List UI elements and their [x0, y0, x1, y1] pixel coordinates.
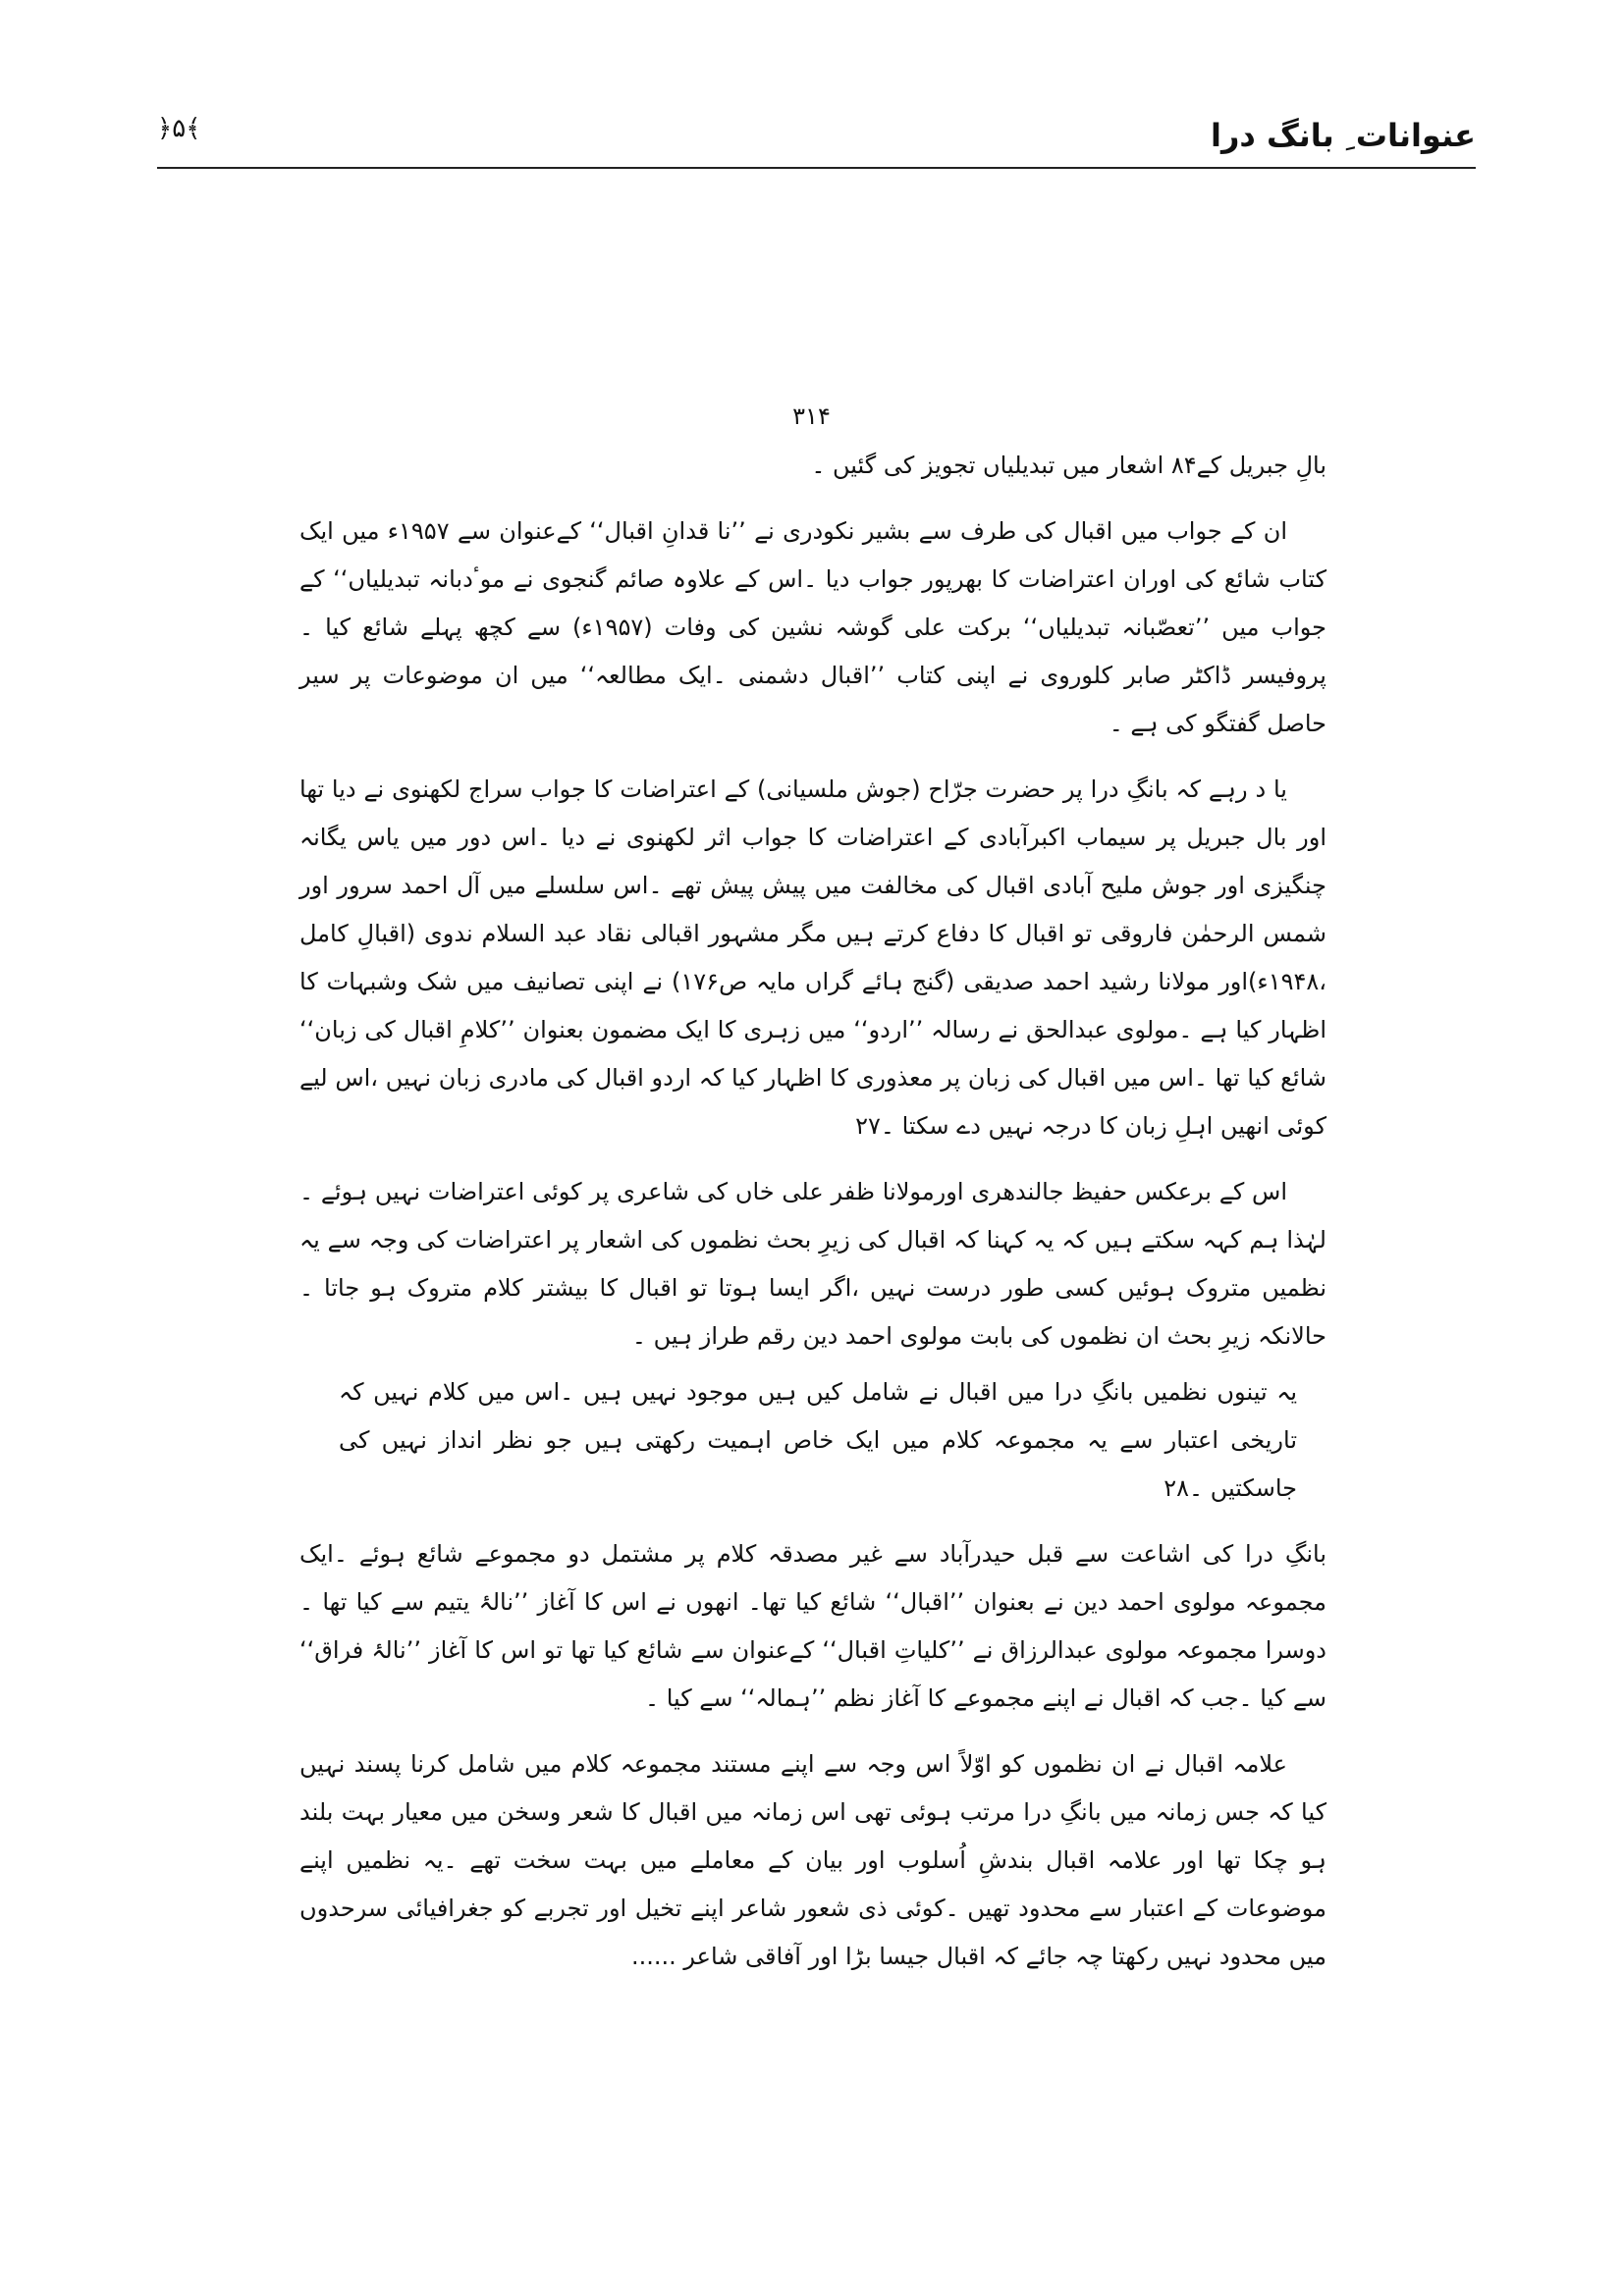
book-page-number: ۳۱۴ — [792, 402, 831, 430]
paragraph-2: ان کے جواب میں اقبال کی طرف سے بشیر نکودری نے ’’نا قدانِ اقبال‘‘ کےعنوان سے ۱۹۵۷ء میں ایک کتاب شائع کی اوران اعتراضات کا بھرپور جواب دیا ۔اس کے علاوہ صائم گنجوی نے موٴدبانہ تبدیلیاں‘‘ کے جواب میں ’’تعصّبانہ تبدیلیاں‘‘ برکت علی گوشہ نشین کی وفات (۱۹۵۷ء) سے کچھ پہلے شائع کیا ۔پروفیسر ڈاکٹر صابر کلوروی نے اپنی کتاب ’’اقبال دشمنی ۔ایک مطالعہ‘‘ میں ان موضوعات پر سیر حاصل گفتگو کی ہے ۔ — [299, 517, 1327, 737]
paragraph-3: یا د رہے کہ بانگِ درا پر حضرت جرّاح (جوش ملسیانی) کے اعتراضات کا جواب سراج لکھنوی نے دیا تھا اور بال جبریل پر سیماب اکبرآبادی کے اعتراضات کا جواب اثر لکھنوی نے دیا ۔اس دور میں یاس یگانہ چنگیزی اور جوش ملیح آبادی اقبال کی مخالفت میں پیش پیش تھے ۔اس سلسلے میں آل احمد سرور اور شمس الرحمٰن فاروقی تو اقبال کا دفاع کرتے ہیں مگر مشہور اقبالی نقاد عبد السلام ندوی (اقبالِ کامل ،۱۹۴۸ء)اور مولانا رشید احمد صدیقی (گنج ہائے گراں مایہ ص۱۷۶) نے اپنی تصانیف میں شک وشبہات کا اظہار کیا ہے ۔مولوی عبدالحق نے رسالہ ’’اردو‘‘ میں زہری کا ایک مضمون بعنوان ’’کلامِ اقبال کی زبان‘‘ شائع کیا تھا ۔اس میں اقبال کی زبان پر معذوری کا اظہار کیا کہ اردو اقبال کی مادری زبان نہیں ،اس لیے کوئی انھیں اہلِ زبان کا درجہ نہیں دے سکتا ۔۲۷ — [299, 775, 1327, 1140]
page-header — [157, 108, 1476, 169]
document-body — [299, 442, 1326, 1981]
paragraph-5: بانگِ درا کی اشاعت سے قبل حیدرآباد سے غیر مصدقہ کلام پر مشتمل دو مجموعے شائع ہوئے ۔ایک مجموعہ مولوی احمد دین نے بعنوان ’’اقبال‘‘ شائع کیا تھا۔ انھوں نے اس کا آغاز ’’نالۂ یتیم سے کیا تھا ۔دوسرا مجموعہ مولوی عبدالرزاق نے ’’کلیاتِ اقبال‘‘ کےعنوان سے شائع کیا تھا تو اس کا آغاز ’’نالۂ فراق‘‘ سے کیا ۔جب کہ اقبال نے اپنے مجموعے کا آغاز نظم ’’ہمالہ‘‘ سے کیا ۔ — [299, 1540, 1326, 1712]
paragraph-1: بالِ جبریل کے۸۴ اشعار میں تبدیلیاں تجویز کی گئیں ۔ — [811, 452, 1326, 479]
page-number-ornament: ﴾۵﴿ — [157, 114, 201, 143]
block-quote: یہ تینوں نظمیں بانگِ درا میں اقبال نے شامل کیں ہیں موجود نہیں ہیں ۔اس میں کلام نہیں کہ تاریخی اعتبار سے یہ مجموعہ کلام میں ایک خاص اہمیت رکھتی ہیں جو نظر انداز نہیں کی جاسکتیں ۔۲۸ — [339, 1378, 1297, 1502]
running-title: عنوانات ِ بانگ درا — [1211, 117, 1476, 154]
paragraph-4: اس کے برعکس حفیظ جالندھری اورمولانا ظفر علی خاں کی شاعری پر کوئی اعتراضات نہیں ہوئے ۔لہٰذا ہم کہہ سکتے ہیں کہ یہ کہنا کہ اقبال کی زیرِ بحث نظموں کی اشعار پر اعتراضات کی وجہ سے یہ نظمیں متروک ہوئیں کسی طور درست نہیں ،اگر ایسا ہوتا تو اقبال کا بیشتر کلام متروک ہو جاتا ۔حالانکہ زیرِ بحث ان نظموں کی بابت مولوی احمد دین رقم طراز ہیں ۔ — [299, 1178, 1326, 1350]
paragraph-6: علامہ اقبال نے ان نظموں کو اوّلاً اس وجہ سے اپنے مستند مجموعہ کلام میں شامل کرنا پسند نہیں کیا کہ جس زمانہ میں بانگِ درا مرتب ہوئی تھی اس زمانہ میں اقبال کا شعر وسخن میں معیار بہت بلند ہو چکا تھا اور علامہ اقبال بندشِ اُسلوب اور بیان کے معاملے میں بہت سخت تھے ۔یہ نظمیں اپنے موضوعات کے اعتبار سے محدود تھیں ۔کوئی ذی شعور شاعر اپنے تخیل اور تجربے کو جغرافیائی سرحدوں میں محدود نہیں رکھتا چہ جائے کہ اقبال جیسا بڑا اور آفاقی شاعر ...... — [299, 1750, 1326, 1970]
